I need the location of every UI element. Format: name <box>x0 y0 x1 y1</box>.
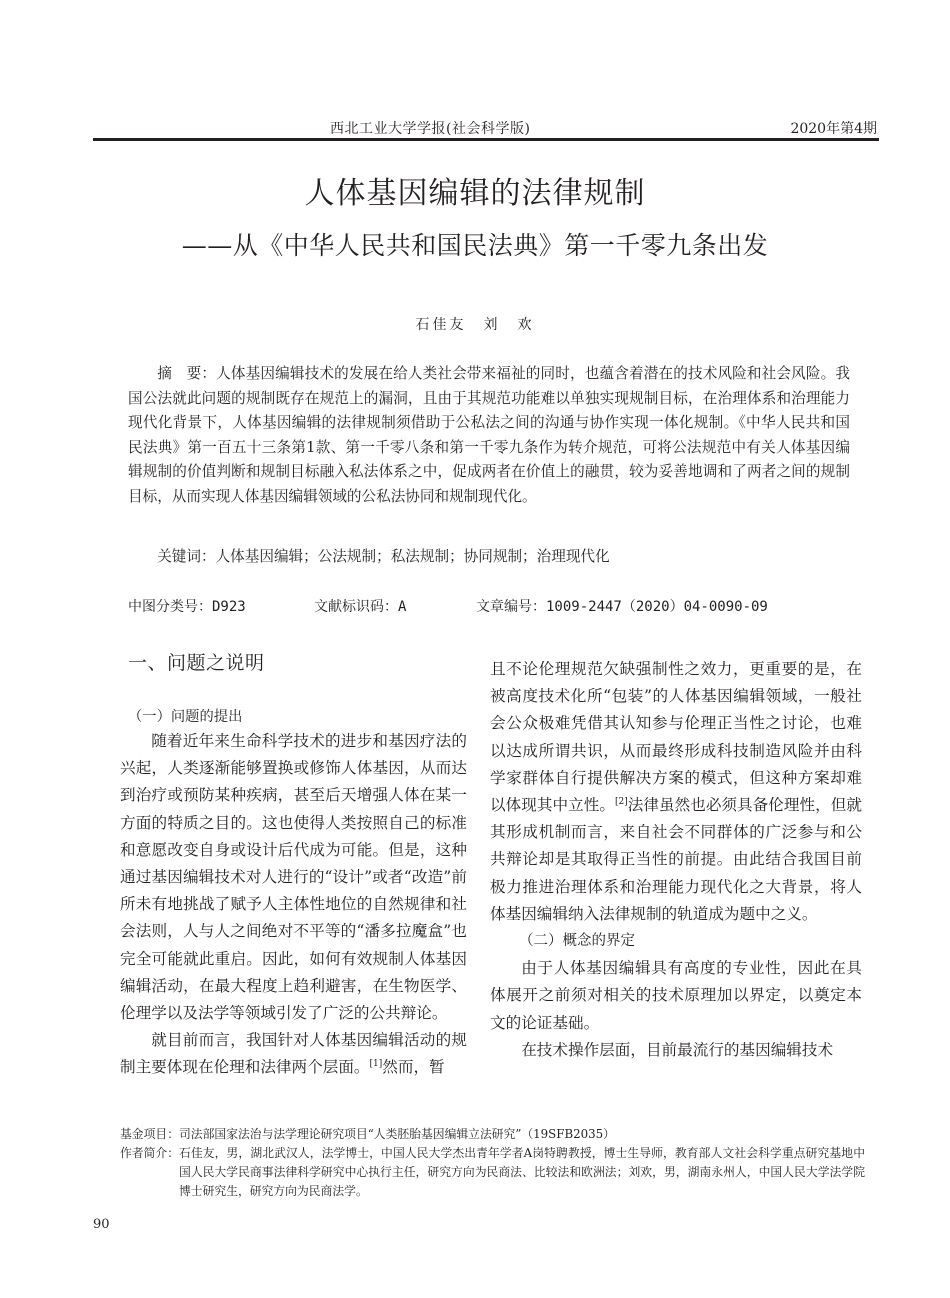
fund-label: 基金项目： <box>120 1127 179 1141</box>
left-column <box>120 728 467 1082</box>
footnotes <box>120 1125 865 1201</box>
abstract <box>128 362 850 510</box>
author-note <box>120 1144 865 1201</box>
clc-number: 中图分类号：D923 <box>128 599 246 615</box>
section-heading: 一、问题之说明 <box>128 652 265 674</box>
journal-name: 西北工业大学学报(社会科学版) <box>330 121 531 137</box>
header-rule <box>93 138 879 141</box>
classification-line <box>128 596 868 616</box>
author-text: 石佳友，男，湖北武汉人，法学博士，中国人民大学杰出青年学者A岗特聘教授，博士生导师，教育部人文社会科学重点研究基地中国人民大学民商事法律科学研究中心执行主任，研究方向为民商法、比较法和欧洲法；刘欢，男，湖南永州人，中国人民大学法学院博士研究生，研究方向为民商法学。 <box>179 1146 865 1198</box>
fund-text: 司法部国家法治与法学理论研究项目“人类胚胎基因编辑立法研究”（19SFB2035） <box>179 1127 615 1141</box>
subsection-heading-1: （一）问题的提出 <box>128 709 243 725</box>
author-label: 作者简介： <box>120 1146 179 1160</box>
subsection-heading-2: （二）概念的界定 <box>519 933 635 950</box>
paragraph: 随着近年来生命科学技术的进步和基因疗法的兴起，人类逐渐能够置换或修饰人体基因，从而达到治疗或预防某种疾病，甚至后天增强人体在某一方面的特质之目的。这也使得人类按照自己的标准和意愿改变自身或设计后代成为可能。但是，这种通过基因编辑技术对人进行的“设计”或者“改造”前所未有地挑战了赋予人主体性地位的自然规律和社会法则，人与人之间绝对不平等的“潘多拉魔盒”也完全可能就此重启。因此，如何有效规制人体基因编辑活动，在最大程度上趋利避害，在生物医学、伦理学以及法学等领域引发了广泛的公共辩论。 <box>120 732 467 1023</box>
abstract-text: 人体基因编辑技术的发展在给人类社会带来福祉的同时，也蕴含着潜在的技术风险和社会风险。我国公法就此问题的规制既存在规范上的漏洞，且由于其规范功能难以单独实现规制目标，在治理体系和治理能力现代化背景下，人体基因编辑的法律规制须借助于公私法之间的沟通与协作实现一体化规制。《中华人民共和国民法典》第一百五十三条第1款、第一千零八条和第一千零九条作为转介规范，可将公法规范中有关人体基因编辑规制的价值判断和规制目标融入私法体系之中，促成两者在价值上的融贯，较为妥善地调和了两者之间的规制目标，从而实现人体基因编辑领域的公私法协同和规制现代化。 <box>128 365 850 505</box>
authors: 石佳友 刘 欢 <box>415 317 535 333</box>
paragraph: 在技术操作层面，目前最流行的基因编辑技术 <box>521 1040 834 1059</box>
paragraph: 由于人体基因编辑具有高度的专业性，因此在具体展开之前须对相关的技术原理加以界定，以奠定本文的论证基础。 <box>490 959 862 1032</box>
fund-note <box>120 1125 865 1144</box>
paragraph: 且不论伦理规范欠缺强制性之效力，更重要的是，在被高度技术化所“包装”的人体基因编辑领域，一般社会公众极难凭借其认知参与伦理正当性之讨论，也难以达成所谓共识，从而最终形成科技制造风险并由科学家群体自行提供解决方案的模式，但这种方案却难以体现其中立性。[2]法律虽然也必须具备伦理性，但就其形成机制而言，来自社会不同群体的广泛参与和公共辩论却是其取得正当性的前提。由此结合我国目前极力推进治理体系和治理能力现代化之大背景，将人体基因编辑纳入法律规制的轨道成为题中之义。 <box>490 660 862 923</box>
article-title: 人体基因编辑的法律规制 <box>304 176 646 211</box>
article-number: 文章编号：1009-2447（2020）04-0090-09 <box>476 599 768 615</box>
citation-ref: [2] <box>614 797 628 808</box>
abstract-label: 摘 要： <box>157 365 217 382</box>
article-subtitle: ——从《中华人民共和国民法典》第一千零九条出发 <box>181 231 769 260</box>
keywords-label: 关键词： <box>157 548 216 565</box>
document-code: 文献标识码：A <box>314 599 407 615</box>
right-column <box>490 656 862 1064</box>
paragraph: 就目前而言，我国针对人体基因编辑活动的规制主要体现在伦理和法律两个层面。[1]然而，暂 <box>120 1031 467 1077</box>
page-number: 90 <box>93 1217 110 1232</box>
issue-label: 2020年第4期 <box>790 121 877 137</box>
keywords-text: 人体基因编辑；公法规制；私法规制；协同规制；治理现代化 <box>215 548 610 565</box>
keywords <box>128 545 850 569</box>
citation-ref: [1] <box>369 1059 383 1070</box>
